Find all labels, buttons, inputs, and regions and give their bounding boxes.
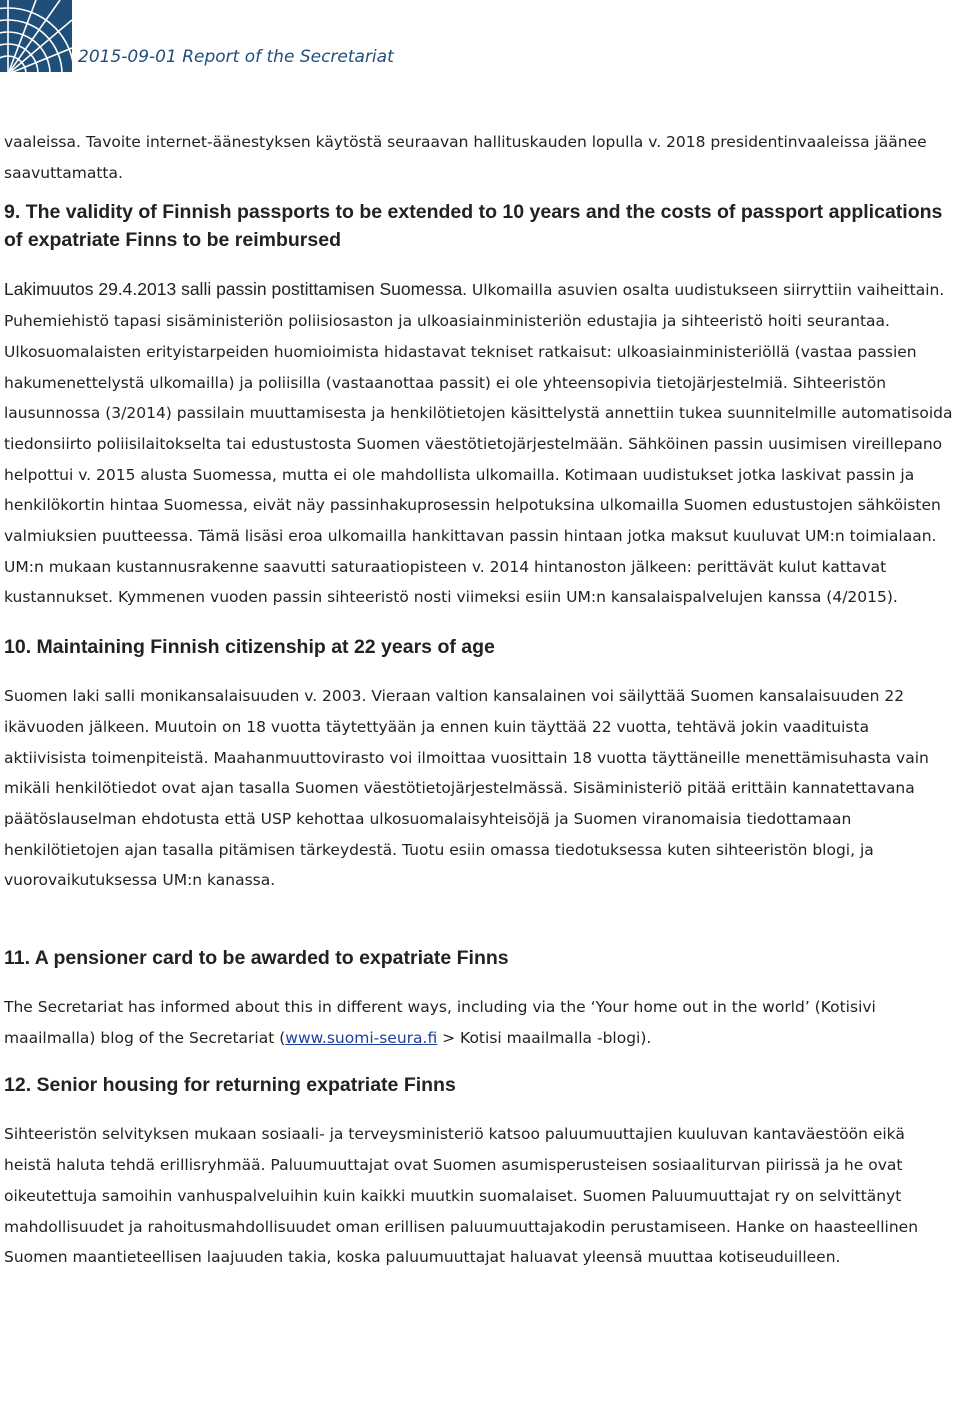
suomi-seura-link[interactable]: www.suomi-seura.fi [285, 1028, 438, 1047]
report-title: 2015-09-01 Report of the Secretariat [78, 47, 394, 67]
globe-logo-icon [0, 0, 72, 72]
section-11-body-end: > Kotisi maailmalla -blogi). [437, 1028, 652, 1047]
document-body [4, 127, 956, 1273]
section-11-heading: 11. A pensioner card to be awarded to expatriate Finns [4, 947, 509, 970]
section-9-paragraph [4, 274, 956, 613]
section-11-body-start: The Secretariat has informed about this in different ways, including via the ‘Your home out in the world’ (Kotisivi maailmalla) blog of the Secretariat ( [4, 998, 876, 1047]
section-11-paragraph [4, 992, 956, 1053]
section-9-body: Ulkomailla asuvien osalta uudistukseen siirryttiin vaiheittain. Puhemiehistö tapasi sisäministeriön poliisiosaston ja ulkoasiainministeriön edustajia ja sihteeristö hoiti seurantaa. Ulkosuomalaisten erityistarpeiden huomioimista hidastavat tekniset ratkaisut: ulkoasiainministeriöllä (vastaa passien hakumenettelystä ulkomailla) ja poliisilla (vastaanottaa passit) ei ole yhteensopivia tietojärjestelmiä. Sihteeristön lausunnossa (3/2014) passilain muuttamisesta ja henkilötietojen käsittelystä annettiin tukea suunnitelmille automatisoida tiedonsiirto poliisilaitokselta tai edustustosta Suomen väestötietojärjestelmään. Sähköinen passin uusimisen vireillepano helpottui v. 2015 alusta Suomessa, mutta ei ole mahdollista ulkomailla. Kotimaan uudistukset jotka laskivat passin ja henkilökortin hintaa Suomessa, eivät näy passinhakuprosessin helpotuksina ulkomailla Suomen edustustojen sähköisten valmiuksien puutteessa. Tämä lisäsi eroa ulkomailla hankittavan passin hintaan jotka maksut kuuluvat UM:n toimialaan. UM:n mukaan kustannusrakenne saavutti saturaatiopisteen v. 2014 hintanoston jälkeen: perittävät kulut kattavat kustannukset. Kymmenen vuoden passin sihteeristö nosti viimeksi esiin UM:n kansalaispalvelujen kanssa (4/2015). [4, 281, 953, 607]
section-9-lead: Lakimuutos 29.4.2013 salli passin postittamisen Suomessa. [4, 279, 472, 300]
section-10-heading: 10. Maintaining Finnish citizenship at 22 years of age [4, 636, 495, 659]
section-10-paragraph: Suomen laki salli monikansalaisuuden v. 2003. Vieraan valtion kansalainen voi säilyttää Suomen kansalaisuuden 22 ikävuoden jälkeen. Muutoin on 18 vuotta täytettyään ja ennen kuin täyttää 22 vuotta, tehtävä jokin vaadituista aktiivisista toimenpiteistä. Maahanmuuttovirasto voi ilmoittaa vuosittain 18 vuotta täyttäneille menettämisuhasta vain mikäli henkilötiedot ovat ajan tasalla Suomen väestötietojärjestelmässä. Sisäministeriö pitää erittäin kannatettavana päätöslauselman ehdotusta että USP kehottaa ulkosuomalaisyhteisöjä ja Suomen viranomaisia tiedottamaan henkilötietojen ajan tasalla pitämisen tärkeydestä. Tuotu esiin omassa tiedotuksessa kuten sihteeristön blogi, ja vuorovaikutuksessa UM:n kanassa. [4, 687, 929, 890]
section-12-heading: 12. Senior housing for returning expatriate Finns [4, 1074, 456, 1097]
intro-paragraph: vaaleissa. Tavoite internet-äänestyksen käytöstä seuraavan hallituskauden lopulla v. 2018 presidentinvaaleissa jäänee saavuttamatta. [4, 133, 927, 182]
section-9-heading: 9. The validity of Finnish passports to be extended to 10 years and the costs of passport applications of expatriate Finns to be reimbursed [4, 201, 943, 252]
section-12-paragraph: Sihteeristön selvityksen mukaan sosiaali- ja terveysministeriö katsoo paluumuuttajien kuuluvan kantaväestöön eikä heistä haluta tehdä erillisryhmää. Paluumuuttajat ovat Suomen asumisperusteisen sosiaaliturvan piirissä ja he ovat oikeutettuja samoihin vanhuspalveluihin kuin kaikki muutkin suomalaiset. Suomen Paluumuuttajat ry on selvittänyt mahdollisuudet ja rahoitusmahdollisuudet oman erillisen paluumuuttajakodin perustamiseen. Hanke on haasteellinen Suomen maantieteellisen laajuuden takia, koska paluumuuttajat haluavat yleensä muuttaa kotiseuduilleen. [4, 1125, 919, 1267]
page-header [0, 0, 960, 80]
